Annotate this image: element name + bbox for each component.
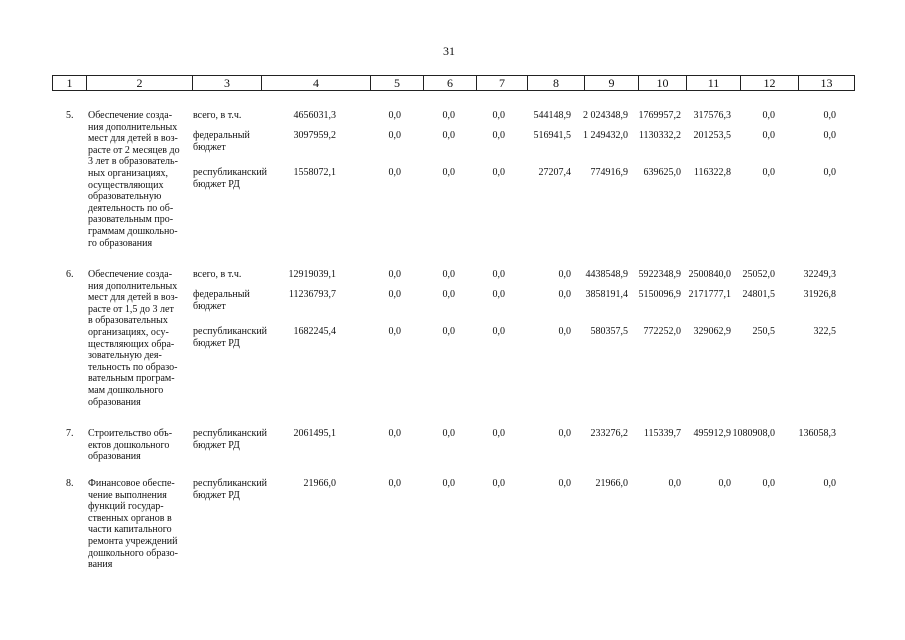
value-col-6: 0,0 (442, 130, 455, 141)
column-header-5: 5 (370, 75, 423, 91)
value-col-5: 0,0 (388, 110, 401, 121)
column-header-9: 9 (584, 75, 638, 91)
value-col-9: 4438548,9 (585, 269, 628, 280)
value-col-12: 0,0 (762, 478, 775, 489)
value-col-13: 0,0 (823, 130, 836, 141)
value-col-7: 0,0 (492, 167, 505, 178)
value-col-8: 0,0 (558, 478, 571, 489)
value-col-13: 31926,8 (803, 289, 836, 300)
value-col-13: 136058,3 (798, 428, 836, 439)
value-col-4: 3097959,2 (293, 130, 336, 141)
value-col-8: 516941,5 (533, 130, 571, 141)
funding-source: республиканский бюджет РД (193, 167, 268, 190)
value-col-9: 3858191,4 (585, 289, 628, 300)
value-col-12: 0,0 (762, 130, 775, 141)
value-col-9: 233276,2 (590, 428, 628, 439)
value-col-9: 21966,0 (595, 478, 628, 489)
value-col-6: 0,0 (442, 428, 455, 439)
value-col-12: 0,0 (762, 167, 775, 178)
row-description: Строительство объ- ектов дошкольного образования (88, 428, 173, 463)
value-col-10: 1130332,2 (638, 130, 681, 141)
value-col-7: 0,0 (492, 110, 505, 121)
value-col-5: 0,0 (388, 478, 401, 489)
value-col-7: 0,0 (492, 130, 505, 141)
value-col-10: 115339,7 (643, 428, 681, 439)
value-col-10: 1769957,2 (638, 110, 681, 121)
value-col-6: 0,0 (442, 326, 455, 337)
value-col-13: 0,0 (823, 110, 836, 121)
value-col-10: 5150096,9 (638, 289, 681, 300)
value-col-5: 0,0 (388, 289, 401, 300)
value-col-10: 772252,0 (643, 326, 681, 337)
row-number: 5. (66, 110, 74, 121)
value-col-13: 0,0 (823, 478, 836, 489)
funding-source: республиканский бюджет РД (193, 326, 268, 349)
value-col-5: 0,0 (388, 428, 401, 439)
column-header-7: 7 (476, 75, 527, 91)
value-col-8: 0,0 (558, 289, 571, 300)
value-col-11: 495912,9 (693, 428, 731, 439)
value-col-11: 201253,5 (693, 130, 731, 141)
page-number: 31 (443, 44, 455, 58)
value-col-11: 0,0 (718, 478, 731, 489)
funding-source: республиканский бюджет РД (193, 428, 268, 451)
value-col-6: 0,0 (442, 110, 455, 121)
column-header-1: 1 (52, 75, 86, 91)
funding-source: всего, в т.ч. (193, 269, 242, 280)
value-col-7: 0,0 (492, 269, 505, 280)
column-header-2: 2 (86, 75, 192, 91)
value-col-8: 27207,4 (538, 167, 571, 178)
column-header-6: 6 (423, 75, 476, 91)
column-header-8: 8 (527, 75, 584, 91)
column-header-11: 11 (686, 75, 740, 91)
value-col-12: 1080908,0 (732, 428, 775, 439)
value-col-11: 2171777,1 (688, 289, 731, 300)
value-col-4: 2061495,1 (293, 428, 336, 439)
row-description: Финансовое обеспе- чение выполнения функций государ- ственных органов в части капитального ремонта учреждений дошкольного образо- вания (88, 478, 179, 571)
row-description: Обеспечение созда- ния дополнительных мест для детей в воз- расте от 2 месяцев до 3 лет в образователь- ных организациях, осуществляющих образовательную деятельность по об- разовательным про- граммам дошкольно- го образования (88, 110, 180, 249)
funding-source: федеральный бюджет (193, 289, 250, 312)
value-col-9: 2 024348,9 (583, 110, 628, 121)
value-col-11: 329062,9 (693, 326, 731, 337)
funding-source: федеральный бюджет (193, 130, 250, 153)
value-col-12: 25052,0 (742, 269, 775, 280)
value-col-10: 5922348,9 (638, 269, 681, 280)
value-col-4: 4656031,3 (293, 110, 336, 121)
value-col-9: 1 249432,0 (583, 130, 628, 141)
row-description: Обеспечение созда- ния дополнительных мест для детей в воз- расте от 1,5 до 3 лет в образовательных организациях, осу- ществляющих обра- зовательную дея- тельность по образо- вательным програм- мам дошкольного образования (88, 269, 178, 408)
value-col-11: 317576,3 (693, 110, 731, 121)
value-col-8: 544148,9 (533, 110, 571, 121)
value-col-5: 0,0 (388, 130, 401, 141)
value-col-4: 1682245,4 (293, 326, 336, 337)
value-col-7: 0,0 (492, 428, 505, 439)
value-col-6: 0,0 (442, 478, 455, 489)
value-col-4: 1558072,1 (293, 167, 336, 178)
funding-source: республиканский бюджет РД (193, 478, 268, 501)
value-col-4: 12919039,1 (288, 269, 336, 280)
column-header-12: 12 (740, 75, 798, 91)
value-col-10: 639625,0 (643, 167, 681, 178)
value-col-5: 0,0 (388, 269, 401, 280)
value-col-8: 0,0 (558, 428, 571, 439)
value-col-9: 774916,9 (590, 167, 628, 178)
column-header-3: 3 (192, 75, 261, 91)
value-col-7: 0,0 (492, 478, 505, 489)
value-col-12: 0,0 (762, 110, 775, 121)
value-col-7: 0,0 (492, 289, 505, 300)
value-col-13: 32249,3 (803, 269, 836, 280)
value-col-12: 24801,5 (742, 289, 775, 300)
value-col-8: 0,0 (558, 326, 571, 337)
value-col-6: 0,0 (442, 269, 455, 280)
value-col-13: 322,5 (813, 326, 836, 337)
value-col-11: 116322,8 (693, 167, 731, 178)
value-col-7: 0,0 (492, 326, 505, 337)
value-col-10: 0,0 (668, 478, 681, 489)
value-col-9: 580357,5 (590, 326, 628, 337)
column-header-13: 13 (798, 75, 855, 91)
value-col-13: 0,0 (823, 167, 836, 178)
row-number: 6. (66, 269, 74, 280)
value-col-4: 11236793,7 (288, 289, 336, 300)
row-number: 7. (66, 428, 74, 439)
value-col-8: 0,0 (558, 269, 571, 280)
column-header-10: 10 (638, 75, 686, 91)
value-col-5: 0,0 (388, 167, 401, 178)
value-col-5: 0,0 (388, 326, 401, 337)
value-col-4: 21966,0 (303, 478, 336, 489)
value-col-6: 0,0 (442, 289, 455, 300)
row-number: 8. (66, 478, 74, 489)
column-header-4: 4 (261, 75, 370, 91)
value-col-11: 2500840,0 (688, 269, 731, 280)
funding-source: всего, в т.ч. (193, 110, 242, 121)
value-col-6: 0,0 (442, 167, 455, 178)
value-col-12: 250,5 (752, 326, 775, 337)
